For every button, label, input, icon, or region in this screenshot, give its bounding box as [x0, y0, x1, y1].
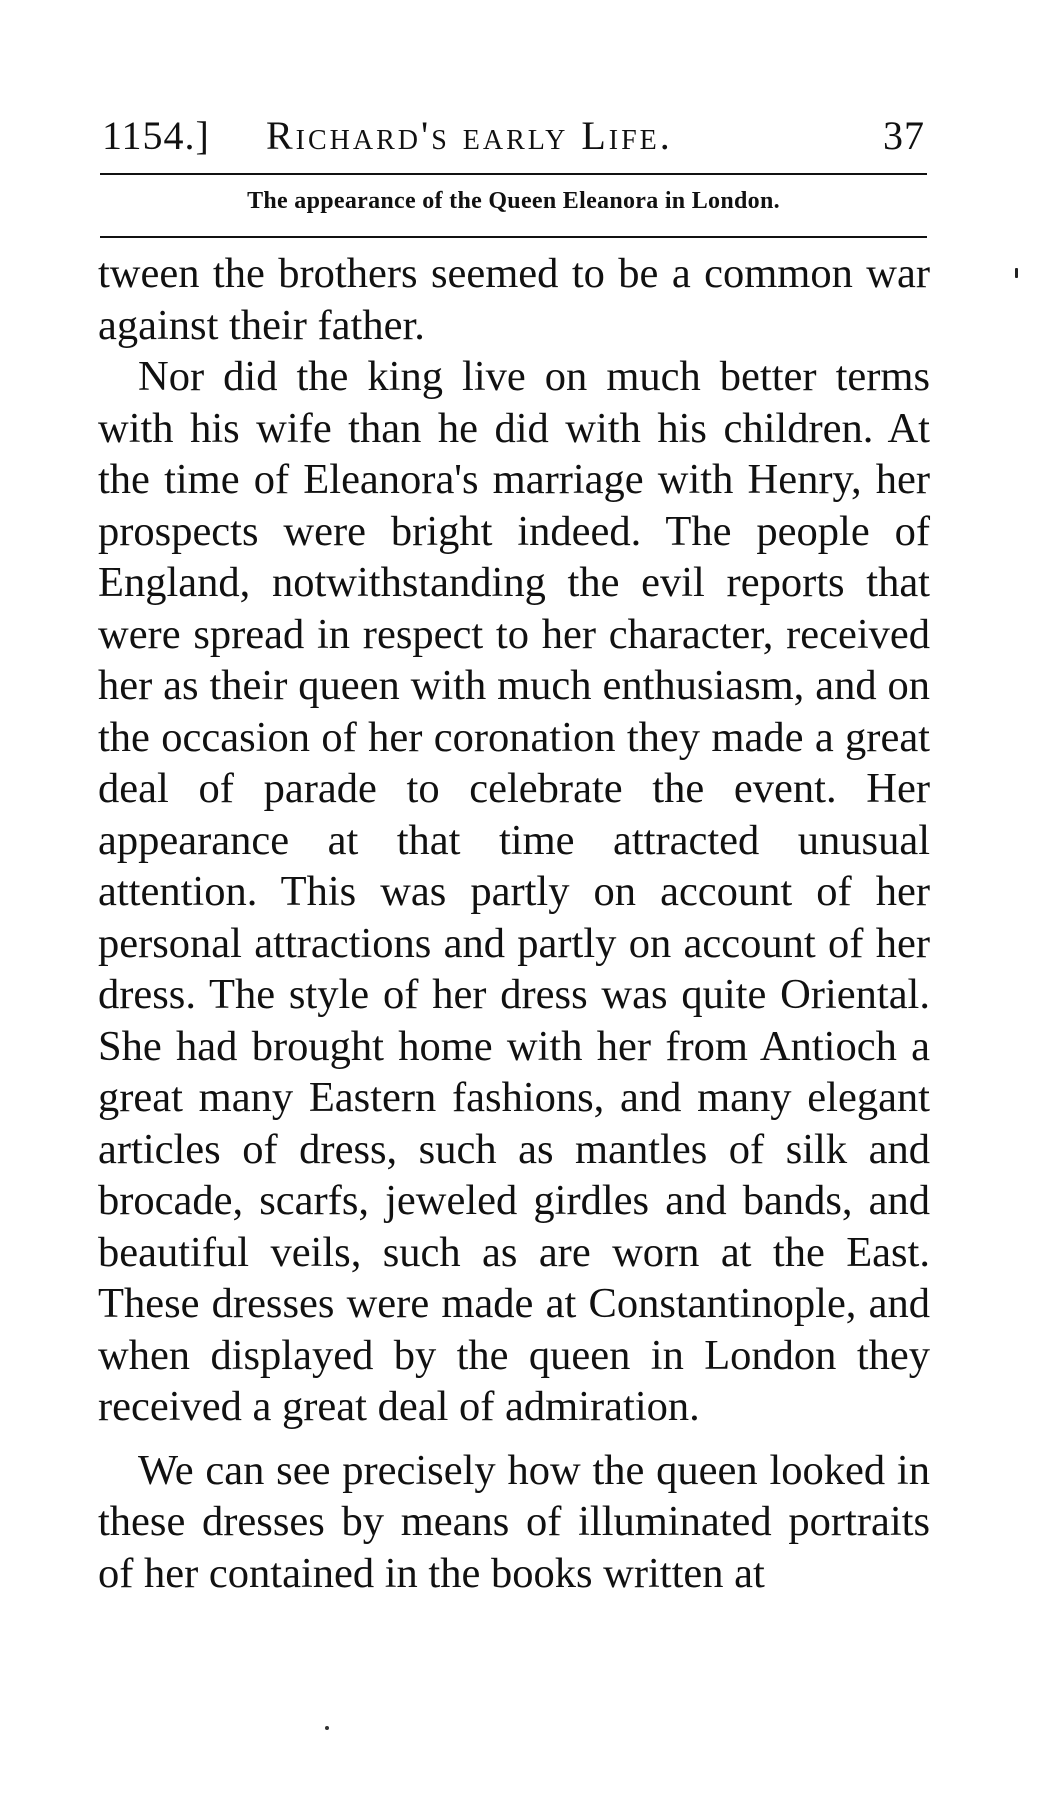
- paragraph-continuation: tween the brothers seemed to be a common war against their father.: [98, 250, 930, 349]
- paragraph-portraits: We can see precisely how the queen looked in these dresses by means of illuminated portraits of her contained in the books written at: [98, 1446, 930, 1597]
- header-rule-bottom: [100, 236, 927, 238]
- paragraph-eleanora: Nor did the king live on much better terms with his wife than he did with his children. At the time of Eleanora's marriage with Henry, her prospects were bright indeed. The people of England, notwithstanding the evil reports that were spread in respect to her character, received her as their queen with much enthusiasm, and on the occasion of her coronation they made a great deal of parade to celebrate the event. Her appearance at that time attracted unusual attention. This was partly on account of her personal attractions and partly on account of her dress. The style of her dress was quite Oriental. She had brought home with her from Antioch a great many Eastern fashions, and many elegant articles of dress, such as mantles of silk and brocade, scarfs, jeweled girdles and bands, and beautiful veils, such as are worn at the East. These dresses were made at Constantinople, and when displayed by the queen in London they received a great deal of admiration.: [98, 353, 930, 1430]
- header-year: 1154.]: [102, 113, 210, 158]
- section-subheading: The appearance of the Queen Eleanora in London.: [247, 188, 780, 214]
- body-text: [98, 248, 930, 1599]
- header-rule-top: [100, 173, 927, 175]
- margin-mark: [1015, 268, 1018, 278]
- running-header: [100, 108, 927, 168]
- page-number: 37: [883, 113, 925, 158]
- page-speck: [325, 1726, 329, 1730]
- header-title: Richard's early Life.: [266, 113, 673, 158]
